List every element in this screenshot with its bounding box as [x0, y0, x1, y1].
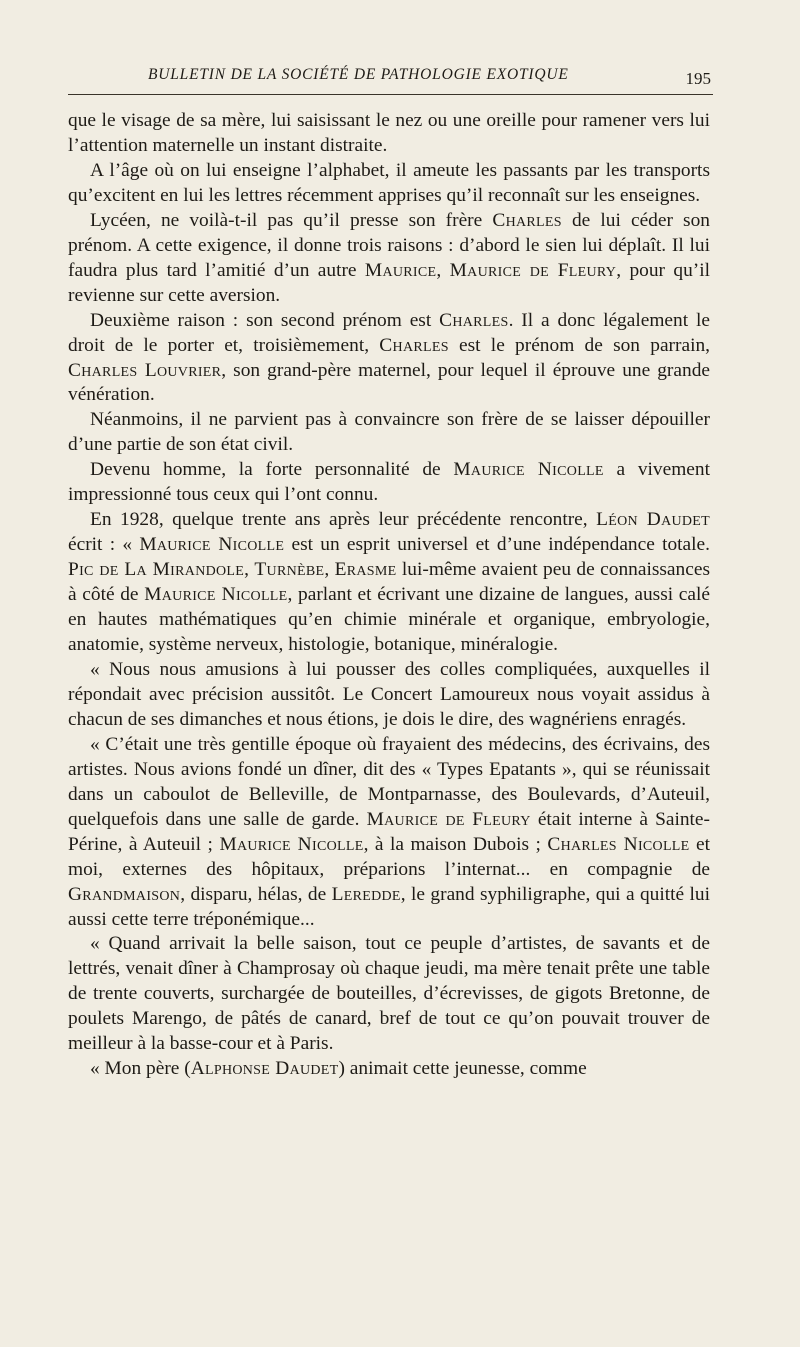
text-run: Deuxième raison : son second prénom est [90, 309, 440, 331]
text-run: , son grand-père maternel, pour lequel il éprouve une grande vénération. [68, 359, 710, 406]
paragraph [68, 932, 710, 1057]
text-run: , à la maison Dubois ; [363, 833, 548, 855]
text-run: était interne à Sainte-Périne, à Auteuil ; [68, 808, 710, 855]
page-number: 195 [685, 69, 711, 88]
person-name: Maurice de Fleury [366, 808, 531, 830]
person-name: Turnèbe [254, 559, 325, 581]
text-run: que le visage de sa mère, lui saisissant le nez ou une oreille pour ramener vers lui l’attention maternelle un instant distraite. [68, 110, 710, 156]
person-name: Maurice Nicolle [144, 584, 288, 606]
person-name: Grandmaison [68, 883, 181, 905]
text-run: En 1928, quelque trente ans après leur précédente rencontre, [90, 509, 597, 531]
text-run: , [324, 559, 335, 581]
text-run: , parlant et écrivant une dizaine de langues, aussi calé en hautes mathématiques qu’en chimie minérale et organique, embryologie, anatomie, système nerveux, histologie, botanique, minéralogie. [68, 584, 711, 656]
page-header [68, 58, 713, 98]
text-run: Devenu homme, la forte personnalité de [90, 459, 454, 481]
person-name: Maurice [364, 259, 437, 281]
text-run: est le prénom de son parrain, [448, 334, 710, 356]
person-name: Charles [492, 209, 562, 231]
running-title: BULLETIN DE LA SOCIÉTÉ DE PATHOLOGIE EXOTIQUE [148, 66, 569, 83]
paragraph [68, 1057, 710, 1082]
text-run: écrit : « [68, 534, 140, 556]
text-run: . Il a donc légalement le droit de le porter et, troisièmement, [68, 309, 710, 356]
text-run: Lycéen, ne voilà-t-il pas qu’il presse son frère [90, 209, 493, 231]
paragraph [68, 458, 710, 508]
text-run: « C’était une très gentille époque où frayaient des médecins, des écrivains, des artistes. Nous avions fondé un dîner, dit des « Types Epatants », qui se réunissait dans un caboulot de Belleville, de Montparnasse, des Boulevards, d’Auteuil, quelquefois dans une salle de garde. [68, 733, 710, 830]
person-name: Charles Nicolle [547, 833, 690, 855]
paragraph [68, 408, 710, 458]
header-rule [68, 94, 713, 95]
paragraph [68, 733, 710, 933]
paragraph [68, 159, 710, 209]
text-run: a vivement impressionné tous ceux qui l’ont connu. [68, 459, 710, 506]
person-name: Charles [439, 309, 509, 331]
person-name: Maurice Nicolle [219, 833, 364, 855]
body-text [68, 109, 710, 1082]
text-run: , disparu, hélas, de [180, 883, 332, 905]
person-name: Maurice Nicolle [139, 534, 285, 556]
text-run: est un esprit universel et d’une indépendance totale. [284, 534, 711, 556]
text-run: ) animait cette jeunesse, comme [338, 1058, 587, 1080]
paragraph [68, 658, 710, 733]
text-run: , [436, 259, 450, 281]
text-run: A l’âge où on lui enseigne l’alphabet, il ameute les passants par les transports qu’excitent en lui les lettres récemment apprises qu’il reconnaît sur les enseignes. [68, 159, 710, 206]
text-run: « Nous nous amusions à lui pousser des colles compliquées, auxquelles il répondait avec précision aussitôt. Le Concert Lamoureux nous voyait assidus à chacun de ses dimanches et nous étions, je dois le dire, des wagnériens enragés. [68, 658, 710, 730]
paragraph [68, 508, 710, 658]
paragraph [68, 209, 710, 309]
text-run: de lui céder son prénom. A cette exigence, il donne trois raisons : d’abord le sien lui déplaît. Il lui faudra plus tard l’amitié d’un autre [68, 209, 710, 281]
text-run: et moi, externes des hôpitaux, préparions l’internat... en compagnie de [68, 833, 710, 880]
person-name: Pic de La Mirandole [68, 559, 245, 581]
person-name: Charles [379, 334, 449, 356]
person-name: Charles Louvrier [68, 359, 222, 381]
person-name: Léon Daudet [596, 509, 710, 531]
text-run: , le grand syphiligraphe, qui a quitté lui aussi cette terre tréponémique... [68, 883, 710, 930]
person-name: Leredde [331, 883, 401, 905]
person-name: Alphonse Daudet [190, 1058, 339, 1080]
text-run: Néanmoins, il ne parvient pas à convaincre son frère de se laisser dépouiller d’une partie de son état civil. [68, 409, 710, 456]
text-run: « Mon père ( [90, 1058, 191, 1080]
paragraph [68, 309, 710, 409]
text-run: lui-même avaient peu de connaissances à côté de [68, 559, 710, 606]
text-run: , [244, 559, 255, 581]
person-name: Erasme [334, 559, 397, 581]
person-name: Maurice Nicolle [453, 459, 604, 481]
text-run: « Quand arrivait la belle saison, tout ce peuple d’artistes, de savants et de lettrés, venait dîner à Champrosay où chaque jeudi, ma mère tenait prête une table de trente couverts, surchargée de bouteilles, d’écrevisses, de gigots Bretonne, de poulets Marengo, de pâtés de canard, bref de tout ce qu’on pouvait trouver de meilleur à la basse-cour et à Paris. [68, 933, 710, 1055]
text-run: , pour qu’il revienne sur cette aversion. [68, 259, 710, 306]
person-name: Maurice de Fleury [449, 259, 617, 281]
paragraph [68, 109, 710, 159]
